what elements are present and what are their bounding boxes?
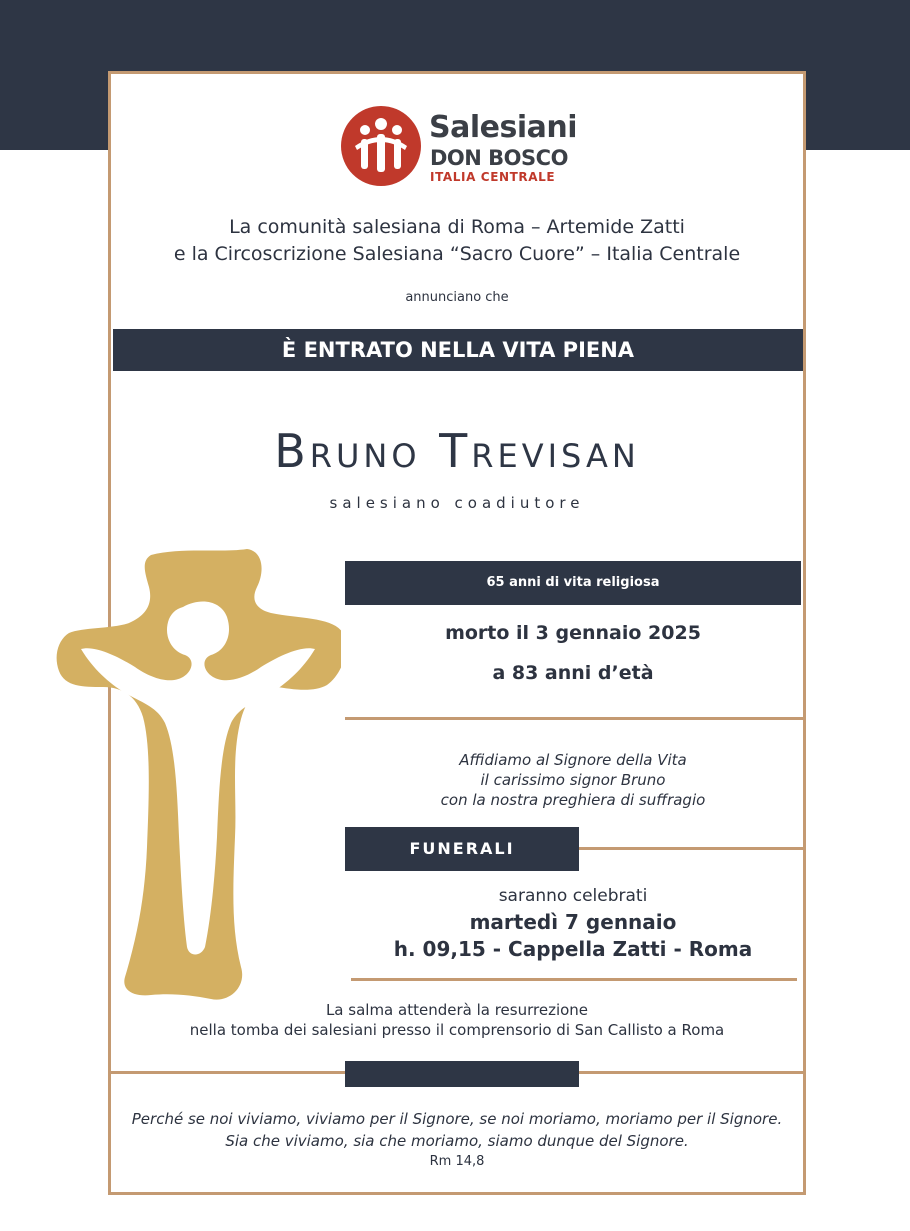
burial-text bbox=[111, 1000, 803, 1040]
death-date: morto il 3 gennaio 2025 bbox=[445, 622, 701, 644]
funeral-band: FUNERALI bbox=[345, 827, 579, 871]
funeral-date: martedì 7 gennaio bbox=[469, 910, 677, 934]
divider bbox=[351, 978, 797, 981]
announce-text: annunciano che bbox=[405, 290, 509, 305]
cross-icon bbox=[51, 547, 341, 1007]
age-text: a 83 anni d’età bbox=[492, 662, 654, 684]
obituary-card bbox=[108, 71, 806, 1195]
burial-line-1: La salma attenderà la resurrezione bbox=[325, 1001, 589, 1019]
small-band bbox=[345, 1061, 579, 1087]
logo-subtitle: DON BOSCO bbox=[430, 146, 568, 170]
salesian-figures-icon bbox=[341, 106, 421, 186]
entrust-line-1: Affidiamo al Signore della Vita bbox=[459, 751, 687, 769]
intro-text bbox=[111, 214, 803, 268]
logo-title: Salesiani bbox=[429, 110, 578, 145]
burial-line-2: nella tomba dei salesiani presso il comprensorio di San Callisto a Roma bbox=[189, 1021, 725, 1039]
person-name: Bruno Trevisan bbox=[274, 424, 640, 478]
intro-line-1: La comunità salesiana di Roma – Artemide Zatti bbox=[229, 216, 685, 238]
scripture-quote: Perché se noi viviamo, viviamo per il Signore, se noi moriamo, moriamo per il Signore. Sia che viviamo, sia che moriamo, siamo dunque del Signore. bbox=[131, 1110, 783, 1150]
entrust-line-3: con la nostra preghiera di suffragio bbox=[440, 791, 706, 809]
entrust-line-2: il carissimo signor Bruno bbox=[480, 771, 666, 789]
headline-band: È ENTRATO NELLA VITA PIENA bbox=[113, 329, 803, 371]
scripture-reference: Rm 14,8 bbox=[429, 1154, 485, 1169]
entrust-text bbox=[345, 750, 801, 810]
logo-region: ITALIA CENTRALE bbox=[430, 170, 556, 184]
funeral-celebrated: saranno celebrati bbox=[498, 886, 648, 906]
religious-life-band: 65 anni di vita religiosa bbox=[345, 561, 801, 605]
intro-line-2: e la Circoscrizione Salesiana “Sacro Cuore” – Italia Centrale bbox=[173, 243, 741, 265]
logo bbox=[341, 106, 581, 188]
person-role: salesiano coadiutore bbox=[329, 494, 585, 512]
divider bbox=[579, 847, 803, 850]
funeral-time-place: h. 09,15 - Cappella Zatti - Roma bbox=[393, 937, 753, 961]
divider bbox=[345, 717, 805, 720]
